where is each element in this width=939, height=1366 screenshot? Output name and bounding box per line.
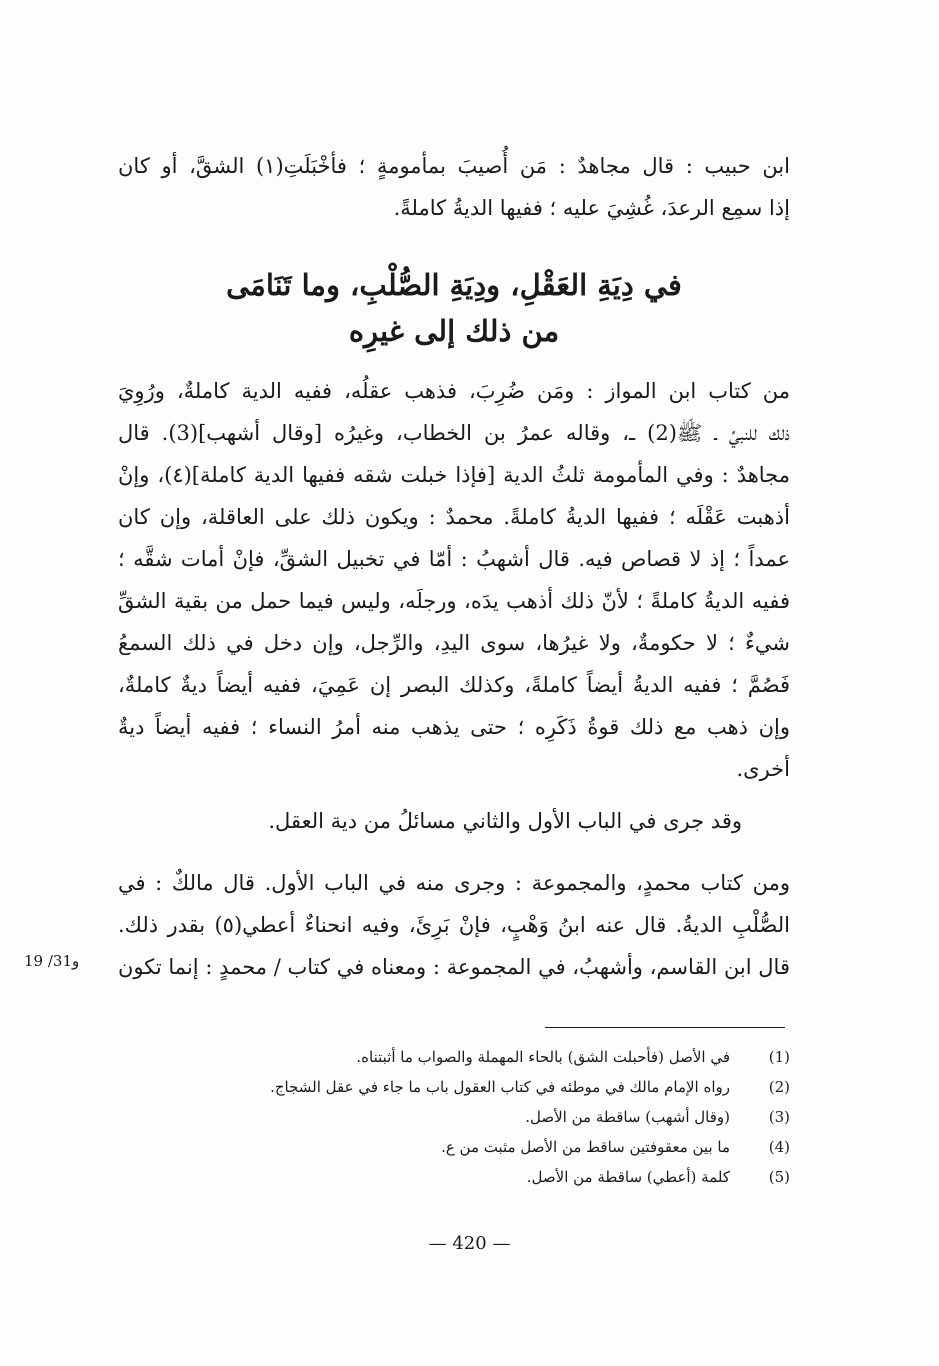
text-line: قال ابن القاسم، وأشهبُ، في المجموعة : ومعناه في كتاب / محمدٍ : إنما تكون [118, 955, 790, 979]
footnote-text: في الأصل (فأحبلت الشق) بالحاء المهملة والصواب ما أثبتناه. [356, 1048, 730, 1066]
text-line: من كتاب ابن المواز : ومَن ضُرِبَ، فذهب عقلُه، ففيه الدية كاملةٌ، ورُوِيَ [118, 379, 790, 403]
heading-line: من ذلك إلى غيرِه [348, 314, 560, 348]
footnote-number: (2) [768, 1078, 790, 1096]
text-line: ففيه الديةُ كاملةً ؛ لأنّ ذلك أذهب يدَه، ورجلَه، وليس فيما حمل من بقية الشقِّ [118, 589, 790, 613]
footnote [200, 1072, 790, 1102]
footnote-text: (وقال أشهب) ساقطة من الأصل. [525, 1108, 730, 1126]
footnote [200, 1042, 790, 1072]
footnote-number: (5) [768, 1168, 790, 1186]
manuscript-folio-marker: 19 /31و [24, 952, 80, 970]
text-line: عمداً ؛ إذ لا قصاص فيه. قال أشهبُ : أمّا في تخبيل الشقِّ، فإنْ أمات شقَّه ؛ [118, 547, 790, 571]
footnote-text: رواه الإمام مالك في موطئه في كتاب العقول باب ما جاء في عقل الشجاج. [270, 1078, 730, 1096]
text-line: إذا سمِع الرعدَ، غُشِيَ عليه ؛ ففيها الديةُ كاملةً. [393, 196, 790, 220]
footnote-number: (1) [768, 1048, 790, 1066]
footnote-text: ما بين معقوفتين ساقط من الأصل مثبت من ع. [441, 1138, 730, 1156]
page-number: — 420 — [428, 1233, 511, 1254]
footnote-number: (4) [768, 1138, 790, 1156]
footnotes [200, 1042, 790, 1192]
text-line: مجاهدٌ : وفي المأمومة ثلثُ الدية [فإذا خبلت شقه ففيها الدية كاملة](٤)، وإنْ [118, 463, 790, 487]
footnote-separator [545, 1027, 785, 1028]
footnote-number: (3) [768, 1108, 790, 1126]
intro-paragraph [118, 145, 790, 229]
footnote [200, 1102, 790, 1132]
footnote [200, 1162, 790, 1192]
text-line: شيءٌ ؛ لا حكومةٌ، ولا غيرُها، سوى اليدِ، والرِّجل، وإن دخل في ذلك السمعُ [118, 631, 790, 655]
text-line: وقد جرى في الباب الأول والثاني مسائلُ من دية العقل. [268, 809, 742, 833]
main-paragraph [118, 370, 790, 790]
heading-line: في دِيَةِ العَقْلِ، ودِيَةِ الصُّلْبِ، وما تَنَامَى [226, 268, 682, 302]
text-line: ومن كتاب محمدٍ، والمجموعة : وجرى منه في الباب الأول. قال مالكٌ : في [118, 871, 790, 895]
text-line: أذهبت عَقْلَه ؛ ففيها الديةُ كاملةً. محمدٌ : ويكون ذلك على العاقلة، وإن كان [118, 505, 790, 529]
third-paragraph [118, 862, 790, 988]
footnote [200, 1132, 790, 1162]
text-line: ذلك للنبيِّ ـ ﷺ(2) ـ، وقاله عمرُ بن الخطاب، وغيرُه [وقال أشهب](3). قال [118, 421, 790, 445]
text-line: ابن حبيب : قال مجاهدٌ : مَن أُصيبَ بمأمومةٍ ؛ فأخْبَلَتِ(١) الشقَّ، أو كان [118, 154, 790, 178]
text-line: الصُّلْبِ الديةُ. قال عنه ابنُ وَهْبٍ، فإنْ بَرِئَ، وفيه انحناءٌ أعطي(٥) بقدر ذلك. [118, 913, 790, 937]
text-line: فَصُمَّ ؛ ففيه الديةُ أيضاً كاملةً، وكذلك البصر إن عَمِيَ، ففيه أيضاً ديةٌ كاملةٌ، [118, 673, 790, 697]
second-paragraph [118, 800, 790, 842]
footnote-text: كلمة (أعطي) ساقطة من الأصل. [526, 1168, 730, 1186]
text-line: أخرى. [736, 757, 790, 781]
section-heading [118, 262, 790, 354]
text-line: وإن ذهب مع ذلك قوةُ ذَكَرِه ؛ حتى يذهب منه أمرُ النساء ؛ ففيه أيضاً ديةٌ [118, 715, 790, 739]
